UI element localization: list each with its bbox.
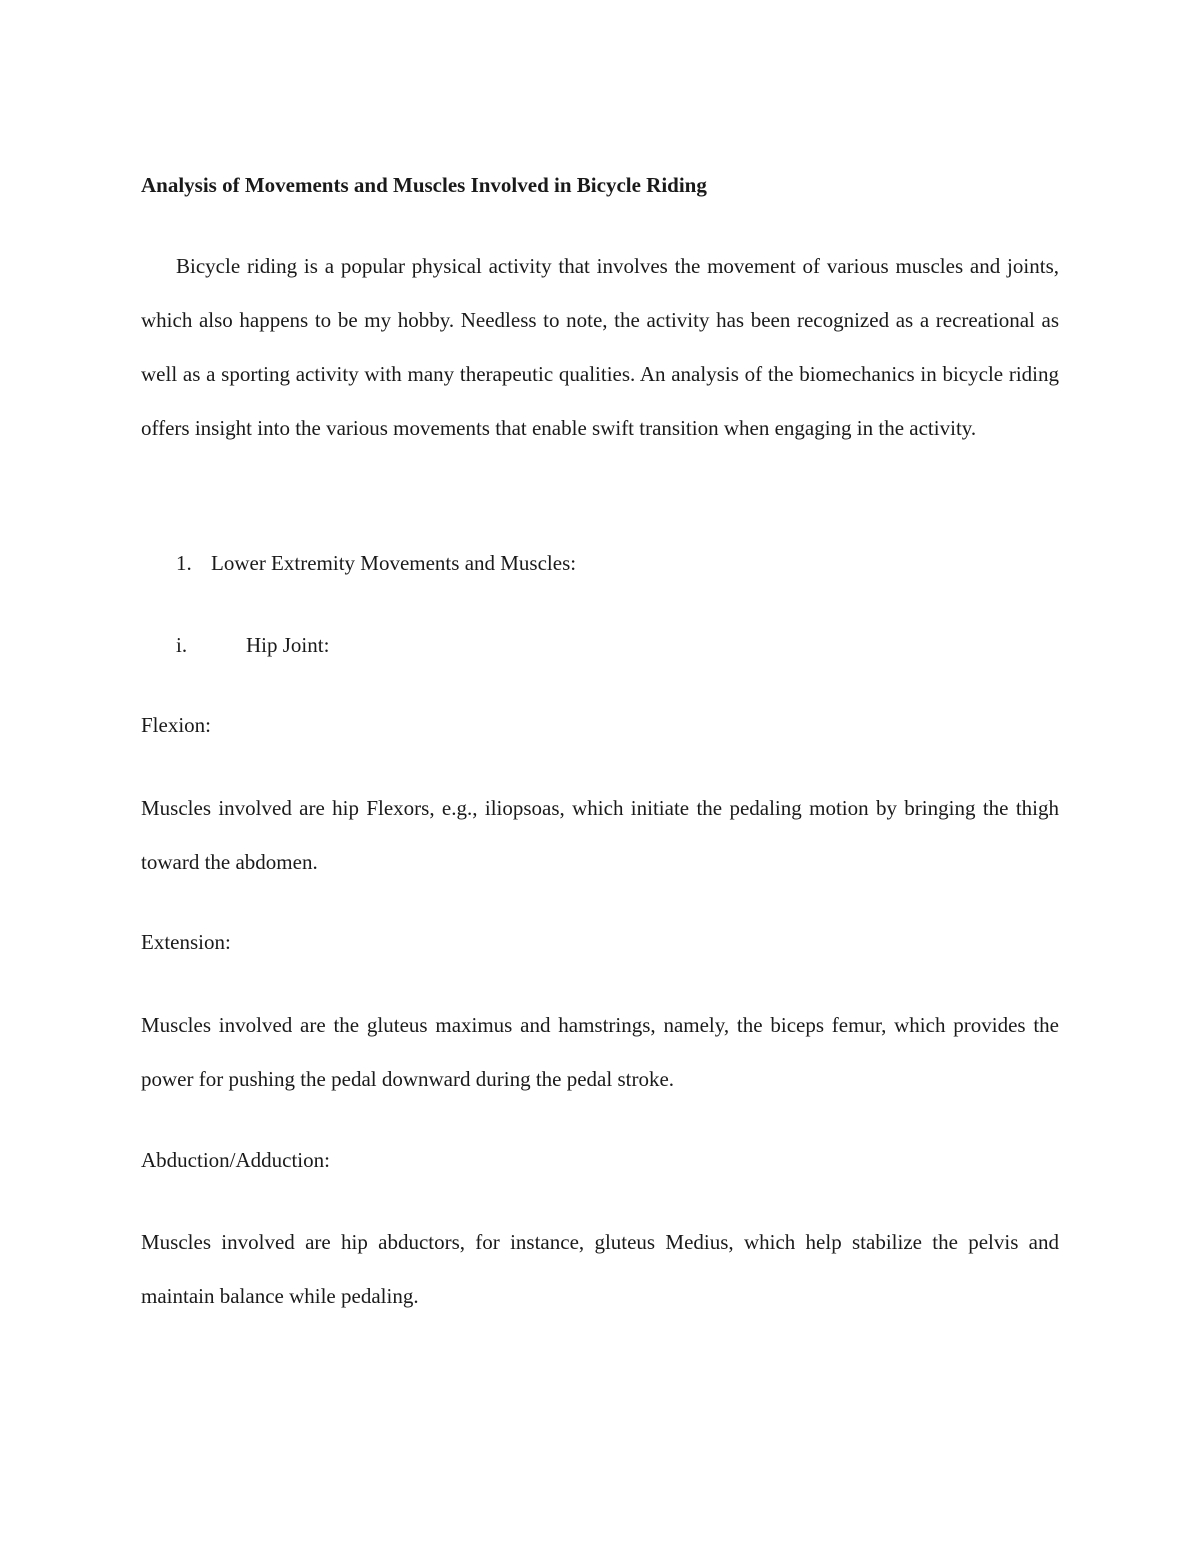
extension-heading: Extension:: [141, 930, 231, 954]
flexion-paragraph: Muscles involved are hip Flexors, e.g., iliopsoas, which initiate the pedaling motion by bringing the thigh toward the abdomen.: [141, 796, 1059, 874]
abduction-paragraph: Muscles involved are hip abductors, for instance, gluteus Medius, which help stabilize the pelvis and maintain balance while pedaling.: [141, 1230, 1059, 1308]
sub-item-numeral: i.: [176, 633, 188, 657]
extension-paragraph: Muscles involved are the gluteus maximus and hamstrings, namely, the biceps femur, which provides the power for pushing the pedal downward during the pedal stroke.: [141, 1013, 1059, 1091]
list-item-number: 1.: [176, 551, 192, 575]
list-item-text: Lower Extremity Movements and Muscles:: [211, 551, 577, 575]
document-title: Analysis of Movements and Muscles Involved in Bicycle Riding: [141, 173, 707, 197]
intro-paragraph: Bicycle riding is a popular physical activity that involves the movement of various muscles and joints, which also happens to be my hobby. Needless to note, the activity has been recognized as a recreational as well as a sporting activity with many therapeutic qualities. An analysis of the biomechanics in bicycle riding offers insight into the various movements that enable swift transition when engaging in the activity.: [141, 254, 1059, 440]
sub-item-text: Hip Joint:: [246, 633, 330, 657]
abduction-heading: Abduction/Adduction:: [141, 1148, 330, 1172]
flexion-heading: Flexion:: [141, 713, 212, 737]
